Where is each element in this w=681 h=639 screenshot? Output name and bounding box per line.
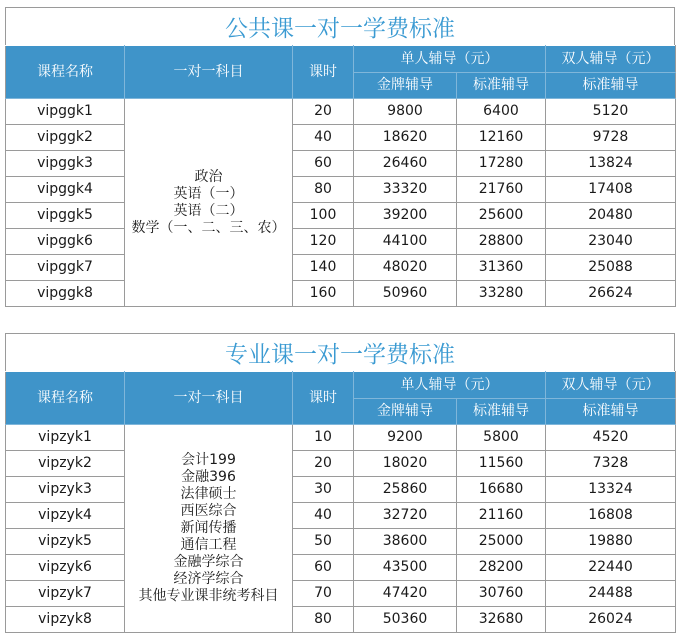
- header-double-standard: 标准辅导: [546, 399, 676, 425]
- course-name-cell: vipggk6: [6, 229, 125, 255]
- table-row: [6, 529, 676, 555]
- subject-list: [125, 99, 293, 307]
- standard-price-cell: 11560: [457, 451, 546, 477]
- standard-price-cell: 6400: [457, 99, 546, 125]
- subject-item: 金融学综合: [173, 554, 244, 570]
- hours-cell: 160: [293, 281, 354, 307]
- hours-cell: 120: [293, 229, 354, 255]
- standard-price-cell: 33280: [457, 281, 546, 307]
- course-name-cell: vipzyk5: [6, 529, 125, 555]
- subject-item: 英语（二）: [173, 202, 244, 219]
- table-row: [6, 503, 676, 529]
- table-row: [6, 255, 676, 281]
- double-price-cell: 13324: [546, 477, 676, 503]
- course-name-cell: vipzyk4: [6, 503, 125, 529]
- subject-item: 数学（一、二、三、农）: [131, 219, 286, 236]
- double-price-cell: 26624: [546, 281, 676, 307]
- standard-price-cell: 17280: [457, 151, 546, 177]
- standard-price-cell: 25000: [457, 529, 546, 555]
- hours-cell: 40: [293, 503, 354, 529]
- gold-price-cell: 48020: [354, 255, 457, 281]
- hours-cell: 60: [293, 151, 354, 177]
- course-name-cell: vipzyk7: [6, 581, 125, 607]
- hours-cell: 30: [293, 477, 354, 503]
- subject-item: 金融396: [181, 469, 236, 485]
- table-row: [6, 125, 676, 151]
- table-row: [6, 177, 676, 203]
- hours-cell: 10: [293, 425, 354, 451]
- header-subject: 一对一科目: [125, 372, 293, 425]
- header-gold: 金牌辅导: [354, 73, 457, 99]
- subject-item: 西医综合: [180, 503, 237, 519]
- course-name-cell: vipzyk6: [6, 555, 125, 581]
- standard-price-cell: 21160: [457, 503, 546, 529]
- header-double-tutoring: 双人辅导（元）: [546, 46, 676, 73]
- subject-item: 会计199: [181, 452, 236, 468]
- standard-price-cell: 25600: [457, 203, 546, 229]
- subject-item: 经济学综合: [173, 571, 244, 587]
- double-price-cell: 25088: [546, 255, 676, 281]
- hours-cell: 20: [293, 99, 354, 125]
- double-price-cell: 24488: [546, 581, 676, 607]
- subject-item: 其他专业课非统考科目: [138, 588, 279, 604]
- course-name-cell: vipggk5: [6, 203, 125, 229]
- course-name-cell: vipzyk1: [6, 425, 125, 451]
- standard-price-cell: 31360: [457, 255, 546, 281]
- header-hours: 课时: [293, 46, 354, 99]
- gold-price-cell: 26460: [354, 151, 457, 177]
- hours-cell: 60: [293, 555, 354, 581]
- gold-price-cell: 44100: [354, 229, 457, 255]
- table-row: [6, 281, 676, 307]
- table-row: [6, 229, 676, 255]
- subject-item: 新闻传播: [180, 520, 237, 536]
- gold-price-cell: 38600: [354, 529, 457, 555]
- course-name-cell: vipzyk8: [6, 607, 125, 633]
- subject-item: 法律硕士: [180, 486, 237, 502]
- gold-price-cell: 33320: [354, 177, 457, 203]
- gold-price-cell: 9800: [354, 99, 457, 125]
- table-row: [6, 451, 676, 477]
- double-price-cell: 7328: [546, 451, 676, 477]
- gold-price-cell: 47420: [354, 581, 457, 607]
- course-name-cell: vipggk3: [6, 151, 125, 177]
- table-row: [6, 151, 676, 177]
- course-name-cell: vipggk4: [6, 177, 125, 203]
- gold-price-cell: 50360: [354, 607, 457, 633]
- standard-price-cell: 21760: [457, 177, 546, 203]
- header-double-standard: 标准辅导: [546, 73, 676, 99]
- course-name-cell: vipggk1: [6, 99, 125, 125]
- header-hours: 课时: [293, 372, 354, 425]
- header-double-tutoring: 双人辅导（元）: [546, 372, 676, 399]
- standard-price-cell: 16680: [457, 477, 546, 503]
- standard-price-cell: 28800: [457, 229, 546, 255]
- double-price-cell: 5120: [546, 99, 676, 125]
- public-course-fee-section: [5, 7, 675, 307]
- gold-price-cell: 25860: [354, 477, 457, 503]
- table-row: [6, 99, 676, 125]
- gold-price-cell: 43500: [354, 555, 457, 581]
- table-row: [6, 425, 676, 451]
- header-subject: 一对一科目: [125, 46, 293, 99]
- gold-price-cell: 32720: [354, 503, 457, 529]
- table-row: [6, 555, 676, 581]
- table-row: [6, 477, 676, 503]
- header-gold: 金牌辅导: [354, 399, 457, 425]
- header-course-name: 课程名称: [6, 46, 125, 99]
- header-course-name: 课程名称: [6, 372, 125, 425]
- header-single-tutoring: 单人辅导（元）: [354, 372, 546, 399]
- hours-cell: 70: [293, 581, 354, 607]
- table-row: [6, 581, 676, 607]
- gold-price-cell: 39200: [354, 203, 457, 229]
- header-standard: 标准辅导: [457, 399, 546, 425]
- hours-cell: 40: [293, 125, 354, 151]
- standard-price-cell: 12160: [457, 125, 546, 151]
- subject-item: 英语（一）: [173, 185, 244, 202]
- hours-cell: 100: [293, 203, 354, 229]
- double-price-cell: 26024: [546, 607, 676, 633]
- subject-list: [125, 425, 293, 633]
- header-standard: 标准辅导: [457, 73, 546, 99]
- section-title: 公共课一对一学费标准: [5, 7, 675, 45]
- double-price-cell: 20480: [546, 203, 676, 229]
- hours-cell: 140: [293, 255, 354, 281]
- double-price-cell: 13824: [546, 151, 676, 177]
- double-price-cell: 23040: [546, 229, 676, 255]
- double-price-cell: 16808: [546, 503, 676, 529]
- double-price-cell: 9728: [546, 125, 676, 151]
- hours-cell: 50: [293, 529, 354, 555]
- double-price-cell: 4520: [546, 425, 676, 451]
- double-price-cell: 22440: [546, 555, 676, 581]
- subject-item: 政治: [194, 168, 223, 185]
- major-course-fee-section: [5, 333, 675, 633]
- fee-table: [5, 45, 676, 307]
- hours-cell: 80: [293, 177, 354, 203]
- gold-price-cell: 18020: [354, 451, 457, 477]
- double-price-cell: 19880: [546, 529, 676, 555]
- gold-price-cell: 9200: [354, 425, 457, 451]
- standard-price-cell: 5800: [457, 425, 546, 451]
- hours-cell: 20: [293, 451, 354, 477]
- course-name-cell: vipggk2: [6, 125, 125, 151]
- fee-table: [5, 371, 676, 633]
- standard-price-cell: 32680: [457, 607, 546, 633]
- table-row: [6, 203, 676, 229]
- section-title: 专业课一对一学费标准: [5, 333, 675, 371]
- double-price-cell: 17408: [546, 177, 676, 203]
- header-single-tutoring: 单人辅导（元）: [354, 46, 546, 73]
- course-name-cell: vipggk8: [6, 281, 125, 307]
- course-name-cell: vipggk7: [6, 255, 125, 281]
- gold-price-cell: 18620: [354, 125, 457, 151]
- hours-cell: 80: [293, 607, 354, 633]
- table-row: [6, 607, 676, 633]
- gold-price-cell: 50960: [354, 281, 457, 307]
- standard-price-cell: 30760: [457, 581, 546, 607]
- subject-item: 通信工程: [180, 537, 237, 553]
- course-name-cell: vipzyk3: [6, 477, 125, 503]
- course-name-cell: vipzyk2: [6, 451, 125, 477]
- standard-price-cell: 28200: [457, 555, 546, 581]
